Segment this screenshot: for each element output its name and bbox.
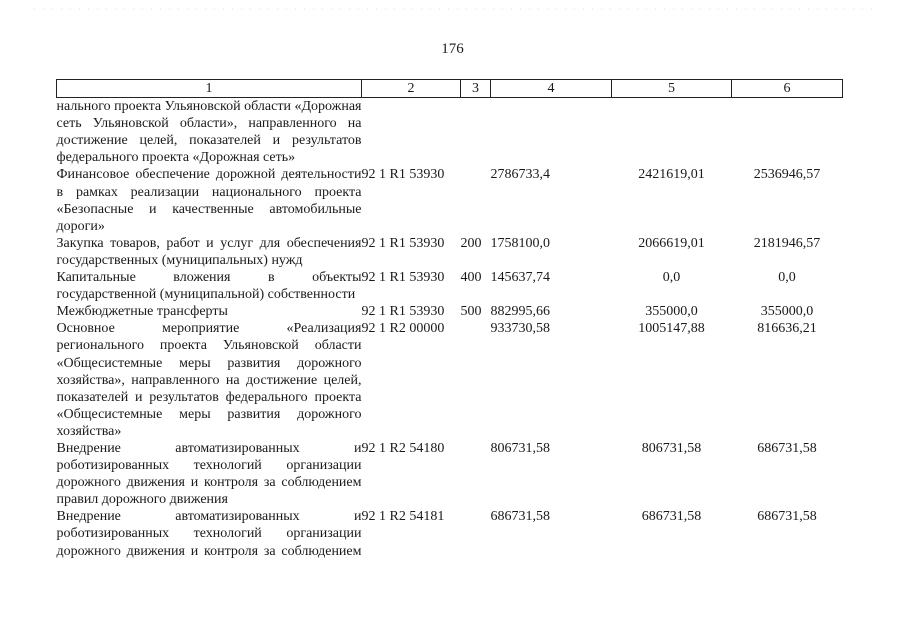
row-value-6: 2181946,57 bbox=[753, 235, 821, 251]
table-row bbox=[57, 303, 843, 320]
budget-table bbox=[56, 79, 843, 560]
row-value-4: 882995,66 bbox=[490, 304, 550, 320]
row-expense-type bbox=[461, 320, 491, 440]
row-value-5: 2066619,01 bbox=[638, 235, 705, 251]
row-name: нального проекта Ульяновской области «Дорожная сеть Ульяновской области», направленного на достижение целей, показателей и результатов федерального проекта «Дорожная сеть» bbox=[56, 99, 362, 166]
row-code: 92 1 R2 54181 bbox=[361, 509, 445, 525]
row-value-5 bbox=[612, 98, 732, 167]
row-name: Межбюджетные трансферты bbox=[56, 304, 228, 320]
row-value-5: 806731,58 bbox=[641, 440, 702, 456]
scan-noise bbox=[30, 8, 875, 10]
column-header-5: 5 bbox=[612, 80, 732, 98]
row-code bbox=[362, 98, 461, 167]
row-name: Внедрение автоматизированных и роботизированных технологий организации дорожного движения и контроля за соблюдением bbox=[56, 509, 362, 559]
row-code: 92 1 R2 54180 bbox=[361, 440, 445, 456]
column-header-4: 4 bbox=[491, 80, 612, 98]
table-row bbox=[57, 440, 843, 508]
column-header-1: 1 bbox=[57, 80, 362, 98]
row-value-6: 686731,58 bbox=[757, 509, 817, 525]
row-code: 92 1 R1 53930 bbox=[361, 304, 445, 320]
row-value-5: 1005147,88 bbox=[638, 321, 705, 337]
row-value-5: 0,0 bbox=[662, 270, 681, 286]
table-row bbox=[57, 98, 843, 167]
row-value-4: 933730,58 bbox=[490, 321, 550, 337]
row-expense-type bbox=[461, 508, 491, 559]
row-name: Капитальные вложения в объекты государственной (муниципальной) собственности bbox=[56, 270, 362, 303]
column-header-3: 3 bbox=[461, 80, 491, 98]
table-row bbox=[57, 508, 843, 559]
row-value-5: 355000,0 bbox=[645, 304, 698, 320]
row-value-5: 2421619,01 bbox=[638, 167, 705, 183]
row-expense-type bbox=[461, 98, 491, 167]
table-row bbox=[57, 320, 843, 440]
table-row bbox=[57, 269, 843, 303]
table-header-row bbox=[57, 80, 843, 98]
page-number: 176 bbox=[441, 41, 464, 57]
row-value-4 bbox=[491, 98, 612, 167]
row-code: 92 1 R1 53930 bbox=[361, 270, 445, 286]
row-expense-type: 500 bbox=[460, 304, 482, 320]
column-header-6: 6 bbox=[732, 80, 843, 98]
row-name: Закупка товаров, работ и услуг для обеспечения государственных (муниципальных) нужд bbox=[56, 235, 362, 268]
table-row bbox=[57, 166, 843, 234]
row-value-6 bbox=[732, 98, 843, 167]
table-row bbox=[57, 235, 843, 269]
row-expense-type: 200 bbox=[460, 235, 482, 251]
row-code: 92 1 R1 53930 bbox=[361, 235, 445, 251]
row-value-4: 686731,58 bbox=[490, 509, 550, 525]
row-expense-type bbox=[461, 166, 491, 234]
column-header-2: 2 bbox=[362, 80, 461, 98]
row-name: Финансовое обеспечение дорожной деятельности в рамках реализации национального проекта «Безопасные и качественные автомобильные дороги» bbox=[56, 167, 362, 234]
row-name: Основное мероприятие «Реализация регионального проекта Ульяновской области «Общесистемные меры развития дорожного хозяйства», направленного на достижение целей, показателей и результатов федерального проекта «Общесистемные меры развития дорожного хозяйства» bbox=[56, 321, 362, 439]
row-value-5: 686731,58 bbox=[641, 509, 702, 525]
row-value-6: 686731,58 bbox=[757, 440, 817, 456]
row-value-4: 2786733,4 bbox=[490, 167, 550, 183]
row-value-6: 816636,21 bbox=[757, 321, 817, 337]
row-expense-type: 400 bbox=[460, 270, 482, 286]
row-name: Внедрение автоматизированных и роботизированных технологий организации дорожного движения и контроля за соблюдением правил дорожного движения bbox=[56, 440, 362, 508]
row-expense-type bbox=[461, 440, 491, 508]
row-value-6: 0,0 bbox=[778, 270, 796, 286]
row-code: 92 1 R2 00000 bbox=[361, 321, 445, 337]
row-value-4: 145637,74 bbox=[490, 270, 550, 286]
row-value-6: 355000,0 bbox=[760, 304, 814, 320]
row-code: 92 1 R1 53930 bbox=[361, 167, 445, 183]
row-value-6: 2536946,57 bbox=[753, 167, 821, 183]
row-value-4: 806731,58 bbox=[490, 440, 550, 456]
row-value-4: 1758100,0 bbox=[490, 235, 550, 251]
